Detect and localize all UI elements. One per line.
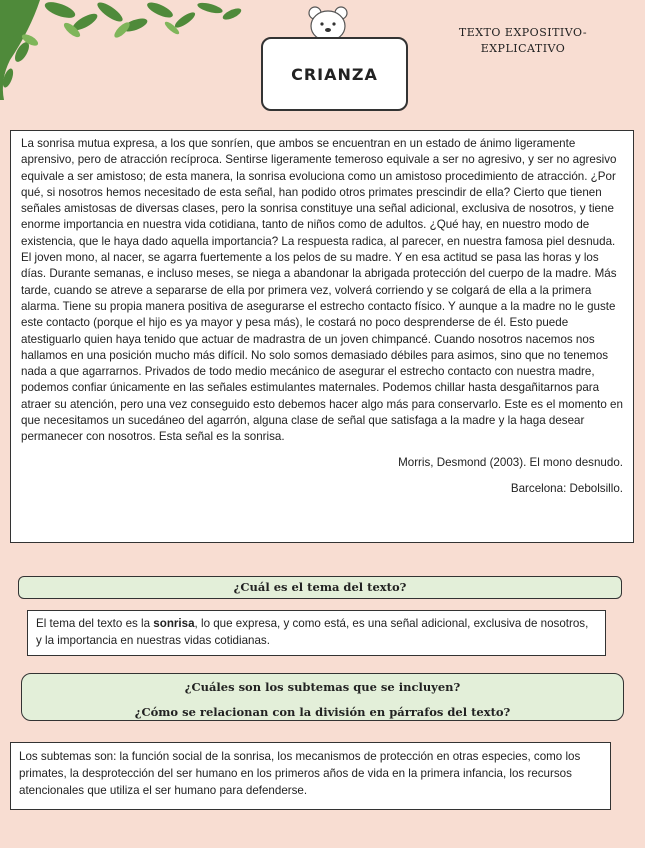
answer-theme-text-end: , lo que expresa, y como está, es una señal adicional, exclusiva de nosotros, y la importancia en nuestras vidas cotidianas.	[36, 617, 589, 647]
document-type-line-1: TEXTO EXPOSITIVO-	[458, 26, 588, 39]
question-subthemes-line-2: ¿Cómo se relacionan con la división en párrafos del texto?	[134, 705, 511, 719]
question-theme: ¿Cuál es el tema del texto?	[18, 576, 622, 599]
document-type-label	[423, 25, 623, 57]
answer-theme-keyword: sonrisa	[153, 617, 195, 630]
answer-subthemes-text: Los subtemas son: la función social de la sonrisa, los mecanismos de protección en otras especies, como los primates, la desprotección del ser humano en los primeros años de vida en la primera infancia, los recursos atencionales que utiliza el ser humano para defenderse.	[19, 750, 581, 797]
publisher: Barcelona: Debolsillo.	[510, 481, 623, 495]
question-subthemes-line-1: ¿Cuáles son los subtemas que se incluyen?	[184, 680, 461, 694]
main-text-box	[10, 130, 634, 543]
answer-theme-box	[27, 610, 606, 656]
citation: Morris, Desmond (2003). El mono desnudo.	[398, 455, 623, 469]
question-subthemes	[21, 673, 624, 721]
leaves-decoration	[0, 0, 250, 110]
page-title: CRIANZA	[261, 37, 408, 111]
answer-subthemes-box	[10, 742, 611, 810]
document-type-line-2: EXPLICATIVO	[480, 42, 566, 55]
main-paragraph: La sonrisa mutua expresa, a los que sonríen, que ambos se encuentran en un estado de ánimo ligeramente aprensivo, pero de atracción recíproca. Sentirse ligeramente temeroso equivale a ser no agresivo, y ser no agresivo equivale a ser amistoso; de esta manera, la sonrisa evoluciona como un amistoso procedimiento de atracción. ¿Por qué, si nosotros hemos necesitado de esta señal, han podido otros primates prescindir de ella? Cierto que tienen señales amistosas de diversas clases, pero la sonrisa constituye una señal adicional, exclusiva de nosotros, y tiene enorme importancia en nuestra vida cotidiana, tanto de niños como de adultos. ¿Qué hay, en nuestro modo de existencia, que le haya dado aquella importancia? La respuesta radica, al parecer, en nuestra famosa piel desnuda. El joven mono, al nacer, se agarra fuertemente a los pelos de su madre. Y en esa actitud se pasa las horas y los días. Durante semanas, e incluso meses, se niega a abandonar la abrigada protección del cuerpo de la madre. Más tarde, cuando se atreve a separarse de ella por primera vez, volverá corriendo y se colgará de ella a la primera alarma. Tiene su propia manera positiva de asegurarse el estrecho contacto físico. Y aunque a la madre no le guste este contacto (porque el hijo es ya mayor y pesa más), le costará no poco desprenderse de él. Esto puede atestiguarlo quien haya tenido que actuar de madrastra de un joven chimpancé. Cuando nosotros nacemos nos hallamos en una posición mucho más difícil. No solo somos demasiado débiles para asimos, sino que no tenemos nada a que agarrarnos. Privados de todo medio mecánico de asegurar el estrecho contacto con nuestra madre, podemos confiar únicamente en las señales estimulantes maternales. Podemos chillar hasta desgañitarnos para atraer su atención, pero una vez conseguido esto debemos hacer algo más para conservarlo. Este es el momento en que necesitamos un sucedáneo del agarrón, alguna clase de señal que satisfaga a la madre y la haga desear permanecer con nosotros. Esta señal es la sonrisa.	[21, 137, 623, 444]
answer-theme-text-start: El tema del texto es la	[36, 617, 154, 630]
